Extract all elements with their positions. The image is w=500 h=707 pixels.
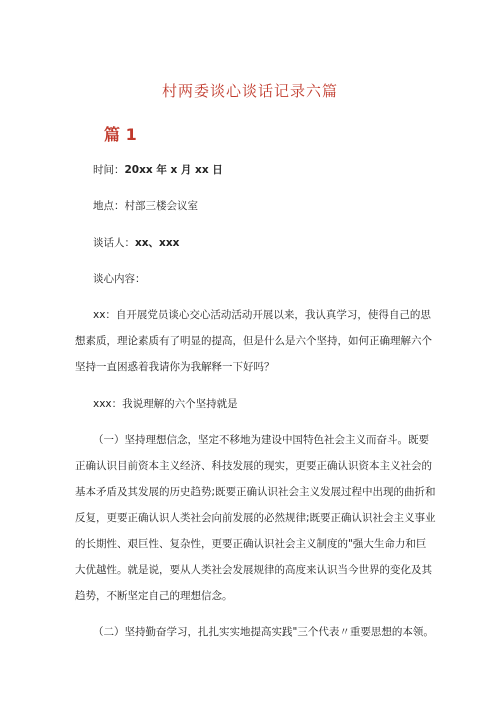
time-line <box>93 163 223 177</box>
paragraph-4-line-1: （二）坚持勤奋学习，扎扎实实地提高实践"三个代表〃重要思想的本领。 <box>93 626 434 638</box>
participants-line <box>93 236 179 250</box>
time-value: 20xx 年 x 月 xx 日 <box>124 164 223 176</box>
paragraph-3-line-7: 趋势，不断坚定自己的理想信念。 <box>75 590 233 602</box>
paragraph-1-line-3: 坚持一直困惑着我请你为我解释一下好吗？ <box>75 361 275 373</box>
participants-label: 谈话人： <box>93 237 135 249</box>
paragraph-3-line-1: （一）坚持理想信念，坚定不移地为建设中国特色社会主义而奋斗。既要 <box>93 434 429 446</box>
paragraph-1-line-1: xx：自开展党员谈心交心活动活动开展以来，我认真学习，使得自己的思 <box>93 309 431 321</box>
section-heading: 篇 1 <box>104 125 137 144</box>
paragraph-3-line-4: 反复，更要正确认识人类社会向前发展的必然规律;既要正确认识社会主义事业 <box>75 512 436 524</box>
content-label: 谈心内容： <box>93 273 146 285</box>
document-title: 村两委谈心谈话记录六篇 <box>161 82 338 100</box>
paragraph-3-line-6: 大优越性。就是说，要从人类社会发展规律的高度来认识当今世界的变化及其 <box>75 564 432 576</box>
paragraph-3-line-2: 正确认识目前资本主义经济、科技发展的现实，更要正确认识资本主义社会的 <box>75 460 432 472</box>
time-label: 时间： <box>93 164 125 176</box>
paragraph-1-line-2: 想素质，理论素质有了明显的提高，但是什么是六个坚持，如何正确理解六个 <box>75 335 432 347</box>
location-line: 地点：村部三楼会议室 <box>93 200 198 212</box>
paragraph-3-line-3: 基本矛盾及其发展的历史趋势;既要正确认识社会主义发展过程中出现的曲折和 <box>75 486 436 498</box>
paragraph-3-line-5: 的长期性、艰巨性、复杂性，更要正确认识社会主义制度的"强大生命力和巨 <box>75 538 427 550</box>
paragraph-2-line-1: xxx：我说理解的六个坚持就是 <box>93 398 238 410</box>
participants-value: xx、xxx <box>135 237 180 249</box>
